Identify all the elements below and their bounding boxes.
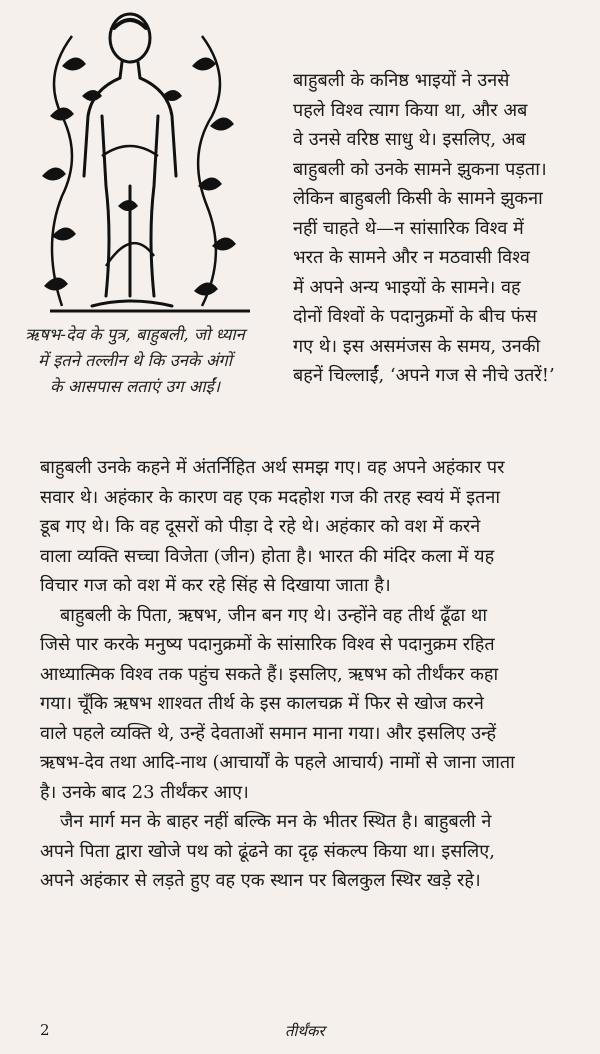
caption-line: के आसपास लताएं उग आईं। [49,377,220,396]
text-line: वाले पहले व्यक्ति थे, उन्हें देवताओं समान माना गया। और इसलिए उन्हें [40,722,496,744]
running-title: तीर्थंकर [285,1022,325,1040]
text-line: जैन मार्ग मन के बाहर नहीं बल्कि मन के भीतर स्थित है। बाहुबली ने [60,811,492,832]
right-column-text [293,66,581,391]
text-line: गए थे। इस असमंजस के समय, उनकी [293,335,541,357]
caption-line: ऋषभ-देव के पुत्र, बाहुबली, जो ध्यान [25,325,245,344]
text-line: पहले विश्व त्याग किया था, और अब [293,99,528,121]
text-line: विचार गज को वश में कर रहे सिंह से दिखाया जाता है। [40,575,391,596]
text-line: सवार थे। अहंकार के कारण वह एक मदहोश गज की तरह स्वयं में इतना [40,486,500,508]
text-line: डूब गए थे। कि वह दूसरों को पीड़ा दे रहे थे। अहंकार को वश में करने [40,516,481,537]
text-line: बाहुबली को उनके सामने झुकना पड़ता। [293,158,547,180]
text-line: है। उनके बाद 23 तीर्थंकर आए। [40,781,249,803]
text-line: वाला व्यक्ति सच्चा विजेता (जीन) होता है। भारत की मंदिर कला में यह [40,545,495,567]
text-line: अपने पिता द्वारा खोजे पथ को ढूंढने का दृढ़ संकल्प किया था। इसलिए, [40,840,495,862]
figure-caption [6,322,264,400]
text-line: वे उनसे वरिष्ठ साधु थे। इसलिए, अब [293,129,526,150]
text-line: में अपने अन्य भाइयों के सामने। वह [293,276,521,298]
caption-line: में इतने तल्लीन थे कि उनके अंगों [38,351,232,370]
text-line: दोनों विश्वों के पदानुक्रमों के बीच फंस [293,306,537,327]
text-line: लेकिन बाहुबली किसी के सामने झुकना [293,188,543,209]
text-line: आध्यात्मिक विश्व तक पहुंच सकते हैं। इसलिए, ऋषभ को तीर्थंकर कहा [40,663,499,685]
full-width-text [40,453,585,896]
page-number: 2 [40,1021,50,1039]
text-line: बाहुबली उनके कहने में अंतर्निहित अर्थ समझ गए। वह अपने अहंकार पर [40,457,505,478]
text-line: भरत के सामने और न मठवासी विश्व [293,247,530,268]
text-line: बहनें चिल्लाईं, ‘अपने गज से नीचे उतरें!’ [293,365,555,386]
text-line: जिसे पार करके मनुष्य पदानुक्रमों के सांसारिक विश्व से पदानुक्रम रहित [40,634,495,655]
text-line: गया। चूँकि ऋषभ शाश्वत तीर्थ के इस कालचक्र में फिर से खोज करने [40,693,484,714]
text-line: नहीं चाहते थे—न सांसारिक विश्व में [293,217,524,239]
text-line: बाहुबली के कनिष्ठ भाइयों ने उनसे [293,70,510,91]
text-line: ऋषभ-देव तथा आदि-नाथ (आचार्यों के पहले आचार्य) नामों से जाना जाता [40,752,515,773]
page-footer [0,1021,600,1043]
text-line: अपने अहंकार से लड़ते हुए वह एक स्थान पर बिलकुल स्थिर खड़े रहे। [40,870,481,891]
text-line: बाहुबली के पिता, ऋषभ, जीन बन गए थे। उन्होंने वह तीर्थ ढूँढा था [60,604,488,626]
bahubali-illustration [22,6,254,318]
